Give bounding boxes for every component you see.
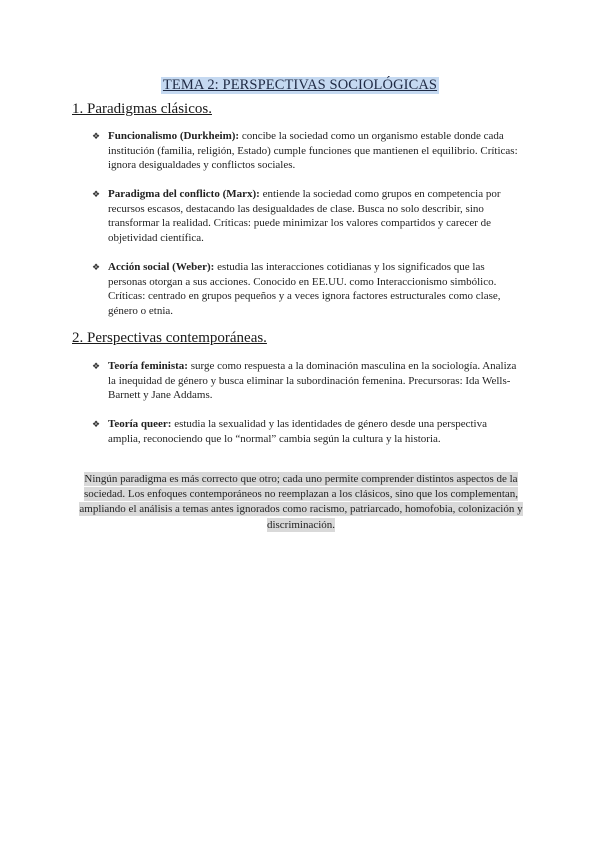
item-text: surge como respuesta a la dominación masculina en la sociología. Analiza la inequidad de género y busca eliminar la subordinación femenina. Precursoras: Ida Wells-Barnett y Jane Addams. bbox=[108, 360, 517, 402]
item-term: Funcionalismo (Durkheim): bbox=[108, 130, 240, 142]
section-heading-contemporary: 2. Perspectivas contemporáneas. bbox=[72, 330, 267, 346]
diamond-bullet-icon: ❖ bbox=[92, 262, 101, 273]
item-text: entiende la sociedad como grupos en competencia por recursos escasos, destacando las desigualdades de clase. Busca no solo describir, sino transformar la realidad. Críticas: puede minimizar los valores compartidos y carecer de objetividad científica. bbox=[108, 188, 501, 245]
list-item bbox=[92, 417, 522, 446]
item-term: Acción social (Weber): bbox=[108, 261, 215, 274]
list-item bbox=[92, 359, 522, 403]
item-text: concibe la sociedad como un organismo estable donde cada institución (familia, religión, Estado) cumple funciones que mantienen el equilibrio. Críticas: ignora desigualdades y conflictos sociales. bbox=[108, 130, 518, 172]
section-heading-classical: 1. Paradigmas clásicos. bbox=[72, 101, 212, 117]
item-term: Teoría feminista: bbox=[108, 360, 188, 372]
item-text: estudia la sexualidad y las identidades de género desde una perspectiva amplia, reconociendo que lo “normal” cambia según la cultura y la historia. bbox=[108, 418, 487, 445]
diamond-bullet-icon: ❖ bbox=[92, 361, 101, 371]
item-term: Paradigma del conflicto (Marx): bbox=[108, 188, 260, 201]
diamond-bullet-icon: ❖ bbox=[92, 419, 101, 430]
item-text: estudia las interacciones cotidianas y los significados que las personas otorgan a sus acciones. Conocido en EE.UU. como Interaccionismo simbólico. Críticas: centrado en grupos pequeños y a veces ignora factores estructurales como clase, género o etnia. bbox=[108, 261, 501, 317]
classical-paradigms-list bbox=[92, 129, 522, 333]
diamond-bullet-icon: ❖ bbox=[92, 189, 101, 200]
conclusion-paragraph bbox=[68, 472, 534, 533]
page-title: TEMA 2: PERSPECTIVAS SOCIOLÓGICAS bbox=[162, 77, 438, 93]
title-container bbox=[0, 74, 600, 94]
list-item bbox=[92, 187, 522, 245]
contemporary-perspectives-list bbox=[92, 359, 522, 461]
conclusion-text: Ningún paradigma es más correcto que otro; cada uno permite comprender distintos aspectos de la sociedad. Los enfoques contemporáneos no reemplazan a los clásicos, sino que los complementan, ampliando el análisis a temas antes ignorados como racismo, patriarcado, homofobia, colonización y discriminación. bbox=[79, 473, 523, 531]
list-item bbox=[92, 260, 522, 318]
diamond-bullet-icon: ❖ bbox=[92, 131, 101, 141]
item-term: Teoría queer: bbox=[108, 418, 172, 431]
list-item bbox=[92, 129, 522, 173]
